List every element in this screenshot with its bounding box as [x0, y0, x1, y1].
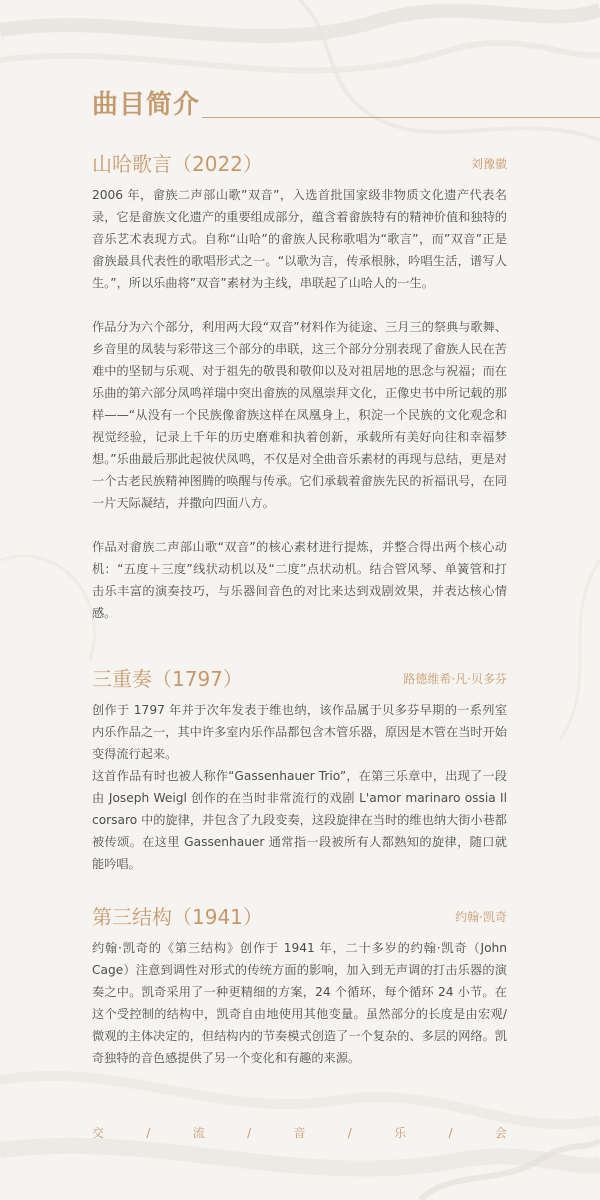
program-item-shanha	[92, 150, 507, 624]
program-item-header	[92, 150, 507, 180]
program-item-header	[92, 665, 507, 695]
footer-separator: /	[146, 1126, 151, 1140]
program-item-third-construction	[92, 903, 507, 1069]
title-divider	[202, 117, 600, 118]
program-item-header	[92, 903, 507, 933]
footer-separator: /	[448, 1126, 453, 1140]
program-item-composer: 刘豫徽	[470, 157, 507, 171]
footer-char: 会	[494, 1126, 507, 1140]
program-item-trio	[92, 665, 507, 875]
page-header	[92, 88, 600, 128]
program-item-paragraph: 这首作品有时也被人称作“Gassenhauer Trio”，在第三乐章中，出现了一段由 Joseph Weigl 创作的在当时非常流行的戏剧 L'amor marinaro ossia Il corsaro 中的旋律，并包含了九段变奏，这段旋律在当时的维也纳大街小巷都被传颂。在这里 Gassenhauer 通常指一段被所有人都熟知的旋律，随口就能吟唱。	[92, 769, 507, 871]
program-item-paragraph: 约翰·凯奇的《第三结构》创作于 1941 年，二十多岁的约翰·凯奇（John Cage）注意到调性对形式的传统方面的影响，加入到无声调的打击乐器的演奏之中。凯奇采用了一种更精细的方案，24 个循环，每个循环 24 小节。在这个受控制的结构中，凯奇自由地使用其他变量。虽然部分的长度是由宏观/微观的主体决定的，但结构内的节奏模式创造了一个复杂的、多层的网络。凯奇独特的音色感提供了另一个变化和有趣的来源。	[92, 941, 507, 1065]
page-title: 曲目简介	[92, 90, 201, 120]
program-item-composer: 路德维希·凡·贝多芬	[403, 672, 507, 686]
program-item-title: 第三结构（1941）	[92, 905, 263, 929]
program-item-paragraph: 2006 年，畲族二声部山歌”双音”，入选首批国家级非物质文化遗产代表名录，它是畲族文化遗产的重要组成部分，蕴含着畲族特有的精神价值和独特的音乐艺术表现方式。自称“山哈”的畲族人民称歌唱为“歌言”，而”双音”正是畲族最具代表性的歌唱形式之一。“以歌为言，传承根脉，吟唱生活，谱写人生。”，所以乐曲将”双音”素材为主线，串联起了山哈人的一生。	[92, 188, 507, 290]
program-item-title: 三重奏（1797）	[92, 667, 243, 691]
footer-char: 乐	[394, 1126, 407, 1140]
footer-separator: /	[247, 1126, 252, 1140]
footer-char: 音	[293, 1126, 306, 1140]
footer-char: 交	[92, 1126, 105, 1140]
program-item-paragraph: 作品对畲族二声部山歌“双音”的核心素材进行提炼，并整合得出两个核心动机：“五度＋三度”线状动机以及“二度”点状动机。结合管风琴、单簧管和打击乐丰富的演奏技巧，与乐器间音色的对比来达到戏剧效果，并表达核心情感。	[92, 540, 507, 620]
footer-concert-label	[92, 1124, 507, 1142]
program-item-composer: 约翰·凯奇	[455, 910, 507, 924]
footer-char: 流	[192, 1126, 205, 1140]
program-item-paragraph: 创作于 1797 年并于次年发表于维也纳，该作品属于贝多芬早期的一系列室内乐作品之一，其中许多室内乐作品都包含木管乐器，原因是木管在当时开始变得流行起来。	[92, 703, 507, 761]
footer-separator: /	[347, 1126, 352, 1140]
program-item-title: 山哈歌言（2022）	[92, 152, 263, 176]
program-item-paragraph: 作品分为六个部分，利用两大段“双音”材料作为徒途、三月三的祭典与歌舞、乡音里的凤装与彩带这三个部分的串联，这三个部分分别表现了畲族人民在苦难中的坚韧与乐观、对于祖先的敬畏和敬仰以及对祖居地的思念与祝福；而在乐曲的第六部分凤鸣祥瑞中突出畲族的凤凰崇拜文化，正像史书中所记载的那样——“从没有一个民族像畲族这样在凤凰身上，积淀一个民族的文化观念和视觉经验，记录上千年的历史磨难和执着创新，承载所有美好向往和幸福梦想。”乐曲最后那此起彼伏凤鸣，不仅是对全曲音乐素材的再现与总结，更是对一个古老民族精神图腾的唤醒与传承。它们承载着畲族先民的祈福讯号，在同一片天际凝结，并撒向四面八方。	[92, 320, 507, 510]
